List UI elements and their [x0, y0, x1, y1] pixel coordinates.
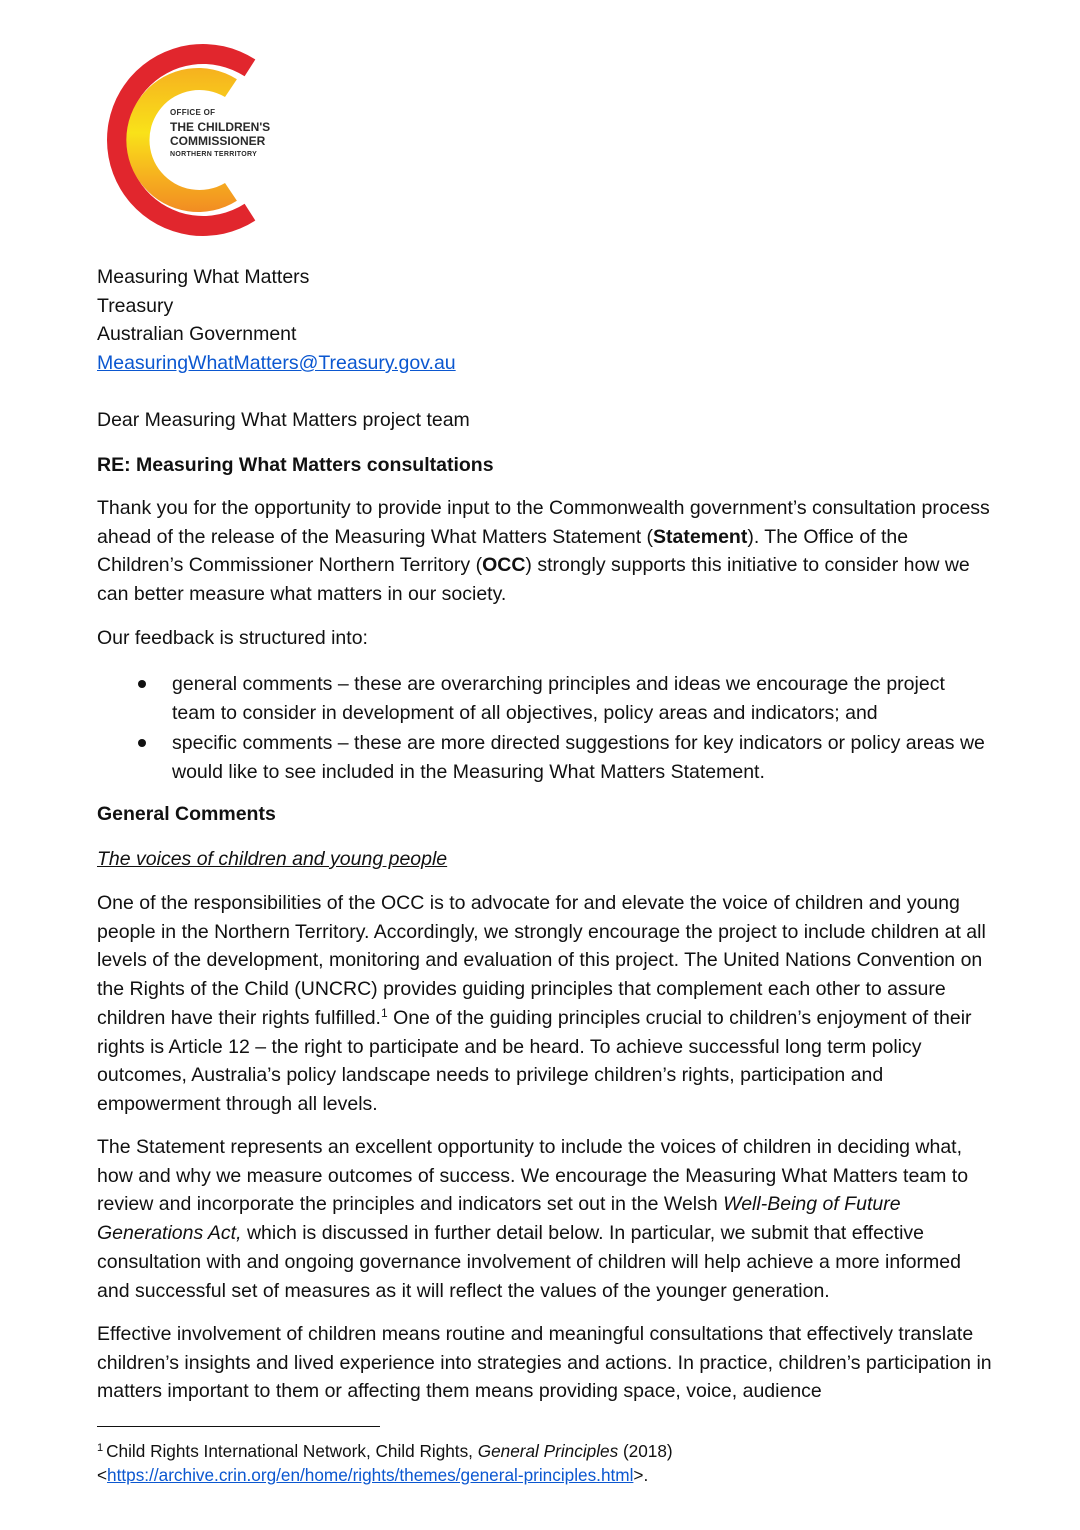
para1-bold-statement: Statement — [653, 525, 748, 548]
paragraph-introduction — [97, 494, 992, 609]
logo-line-3: COMMISSIONER — [170, 134, 266, 148]
subheading-voices: The voices of children and young people — [97, 848, 448, 870]
logo-line-4: NORTHERN TERRITORY — [170, 151, 258, 158]
footnote-reference[interactable]: 1 — [380, 1005, 388, 1020]
list-item — [97, 670, 992, 727]
para2-text-b: One of the guiding principles crucial to children’s enjoyment of their rights is Article 12 – the right to participate and be heard. To achieve successful long term policy outcomes, Australia’s policy landscape needs to privilege children’s rights, participation and empowerment through all levels. — [97, 1006, 972, 1115]
footnote-italic: General Principles — [477, 1441, 619, 1461]
feedback-list — [97, 670, 992, 788]
bullet-icon — [138, 680, 146, 688]
footnote-text-b: (2018) — [618, 1441, 673, 1461]
list-item-text: general comments – these are overarching principles and ideas we encourage the project team to consider in development of all objectives, policy areas and indicators; and — [172, 673, 945, 724]
recipient-line-1: Measuring What Matters — [97, 266, 310, 288]
logo-line-2: THE CHILDREN'S — [170, 120, 271, 134]
footnote-close-bracket: >. — [633, 1464, 649, 1485]
logo-line-1: OFFICE OF — [170, 108, 216, 117]
footnote-text-a: Child Rights International Network, Child Rights, — [106, 1441, 478, 1461]
recipient-line-2: Treasury — [97, 294, 174, 317]
para1-text-c: ) strongly supports this initiative to consider how we can better measure what matters in our society. — [97, 554, 970, 606]
recipient-line-3: Australian Government — [97, 323, 297, 346]
paragraph-involvement: Effective involvement of children means routine and meaningful consultations that effectively translate children’s insights and lived experience into strategies and actions. In practice, children’s participation in matters important to them or affecting them means providing space, voice, audience — [97, 1323, 992, 1403]
bullet-icon — [138, 739, 146, 747]
heading-general-comments: General Comments — [97, 803, 276, 825]
subject-line: RE: Measuring What Matters consultations — [97, 454, 494, 476]
para1-bold-occ: OCC — [482, 554, 526, 577]
footnote-number: 1 — [97, 1442, 104, 1454]
para1-text-a: Thank you for the opportunity to provide input to the Commonwealth government’s consultation process ahead of the release of the Measuring What Matters Statement ( — [97, 497, 990, 548]
salutation: Dear Measuring What Matters project team — [97, 409, 470, 431]
logo-wordmark — [170, 109, 300, 158]
feedback-intro: Our feedback is structured into: — [97, 627, 368, 649]
paragraph-voices — [97, 889, 992, 1119]
footnote-divider — [97, 1426, 380, 1427]
footnote-url-link[interactable]: https://archive.crin.org/en/home/rights/themes/general-principles.html — [107, 1464, 634, 1485]
para1-text-b: ). The Office of the Children’s Commissioner Northern Territory ( — [97, 525, 909, 577]
recipient-email-link[interactable]: MeasuringWhatMatters@Treasury.gov.au — [97, 352, 456, 375]
list-item-text: specific comments – these are more directed suggestions for key indicators or policy areas we would like to see included in the Measuring What Matters Statement. — [172, 731, 985, 783]
recipient-address — [97, 263, 992, 378]
para3-text-a: The Statement represents an excellent opportunity to include the voices of children in deciding what, how and why we measure outcomes of success. We encourage the Measuring What Matters team to review and incorporate the principles and indicators set out in the Welsh — [97, 1136, 969, 1216]
list-item — [97, 729, 992, 786]
para3-text-b: which is discussed in further detail below. In particular, we submit that effective consultation with and ongoing governance involvement of children will help achieve a more informed and successful set of measures as it will reflect the values of the younger generation. — [97, 1222, 961, 1302]
para3-italic-act: Well-Being of Future Generations Act, — [97, 1193, 901, 1245]
paragraph-statement — [97, 1133, 992, 1305]
footnote-open-bracket: < — [97, 1464, 108, 1485]
occ-logo — [94, 40, 294, 240]
para2-text-a: One of the responsibilities of the OCC is to advocate for and elevate the voice of children and young people in the Northern Territory. Accordingly, we strongly encourage the project to include children at all levels of the development, monitoring and evaluation of this project. The United Nations Convention on the Rights of the Child (UNCRC) provides guiding principles that complement each other to assure children have their rights fulfilled. — [97, 892, 986, 1029]
footnote — [97, 1440, 992, 1487]
